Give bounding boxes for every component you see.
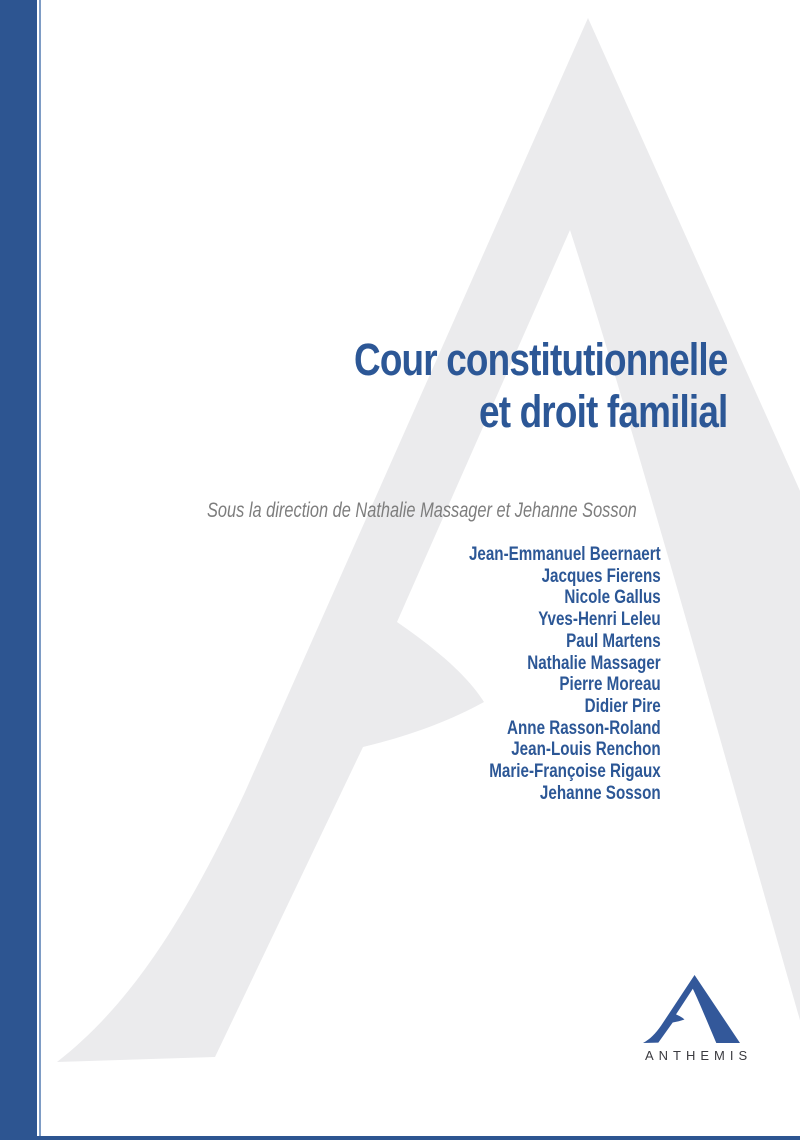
anthemis-logo-a-icon	[640, 970, 744, 1044]
publisher-logo	[640, 970, 753, 1063]
spine-bar	[0, 0, 37, 1140]
bottom-rule	[0, 1136, 800, 1140]
editors-line: Sous la direction de Nathalie Massager et Jehanne Sosson	[207, 499, 637, 522]
book-title	[353, 334, 727, 438]
author-name: Yves-Henri Leleu	[538, 609, 661, 631]
publisher-name: ANTHEMIS	[645, 1048, 753, 1063]
author-name: Paul Martens	[566, 630, 661, 652]
author-name: Marie-Françoise Rigaux	[489, 761, 661, 783]
spine-accent-line	[39, 0, 41, 1140]
title-line-2: et droit familial	[478, 386, 727, 437]
author-name: Jean-Louis Renchon	[511, 739, 661, 761]
author-name: Nicole Gallus	[564, 587, 661, 609]
author-name: Jacques Fierens	[541, 565, 661, 587]
author-name: Jean-Emmanuel Beernaert	[469, 544, 661, 565]
author-name: Nathalie Massager	[527, 652, 661, 674]
author-name: Anne Rasson-Roland	[507, 717, 661, 739]
author-name: Jehanne Sosson	[540, 782, 661, 804]
author-list	[469, 544, 661, 804]
author-name: Pierre Moreau	[559, 674, 661, 696]
title-line-1: Cour constitutionnelle	[353, 334, 727, 385]
author-name: Didier Pire	[584, 695, 661, 717]
